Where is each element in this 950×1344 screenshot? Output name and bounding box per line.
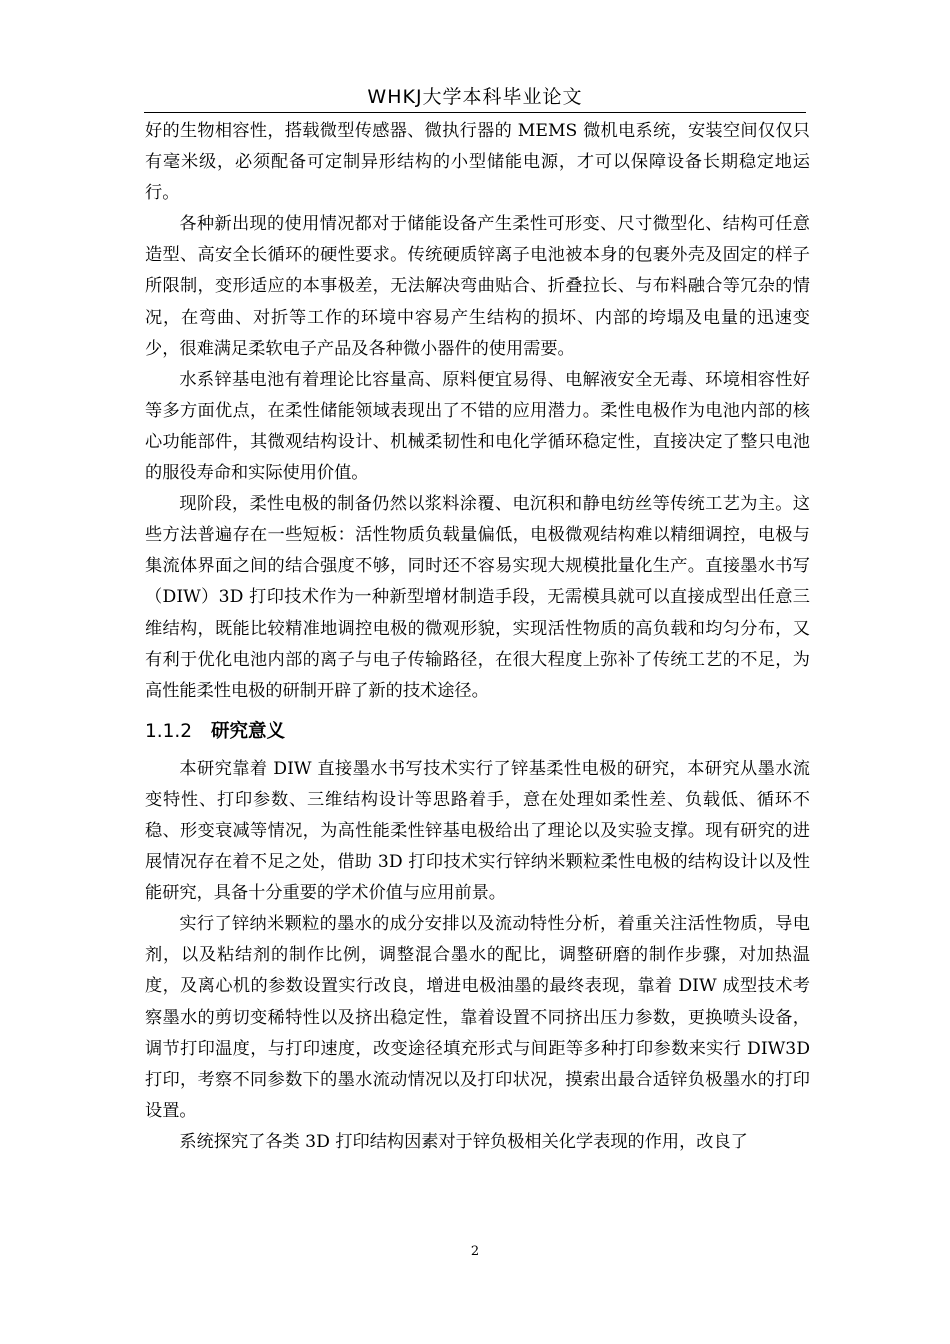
paragraph: 系统探究了各类 3D 打印结构因素对于锌负极相关化学表现的作用，改良了 <box>179 1131 748 1152</box>
paragraph: 实行了锌纳米颗粒的墨水的成分安排以及流动特性分析，着重关注活性物质，导电剂，以及粘结剂的制作比例，调整混合墨水的配比，调整研磨的制作步骤，对加热温度，及离心机的参数设置实行改良，增进电极油墨的最终表现，靠着 DIW 成型技术考察墨水的剪切变稀特性以及挤出稳定性，靠着设置不同挤出压力参数，更换喷头设备，调节打印温度，与打印速度，改变途径填充形式与间距等多种打印参数来实行 DIW3D 打印，考察不同参数下的墨水流动情况以及打印状况，摸索出最合适锌负极墨水的打印设置。 <box>145 914 810 1121</box>
section-heading <box>145 717 810 747</box>
body-text <box>145 116 810 1158</box>
paragraph: 本研究靠着 DIW 直接墨水书写技术实行了锌基柔性电极的研究，本研究从墨水流变特性、打印参数、三维结构设计等思路着手，意在处理如柔性差、负载低、循环不稳、形变衰减等情况，为高性能柔性锌基电极给出了理论以及实验支撑。现有研究的进展情况存在着不足之处，借助 3D 打印技术实行锌纳米颗粒柔性电极的结构设计以及性能研究，具备十分重要的学术价值与应用前景。 <box>145 758 810 904</box>
header-divider <box>144 112 806 113</box>
paragraph: 各种新出现的使用情况都对于储能设备产生柔性可形变、尺寸微型化、结构可任意造型、高安全长循环的硬性要求。传统硬质锌离子电池被本身的包裹外壳及固定的样子所限制，变形适应的本事极差，无法解决弯曲贴合、折叠拉长、与布料融合等冗杂的情况，在弯曲、对折等工作的环境中容易产生结构的损坏、内部的垮塌及电量的迅速变少，很难满足柔软电子产品及各种微小器件的使用需要。 <box>145 214 810 359</box>
page-number: 2 <box>470 1244 480 1259</box>
paragraph: 现阶段，柔性电极的制备仍然以浆料涂覆、电沉积和静电纺丝等传统工艺为主。这些方法普遍存在一些短板：活性物质负载量偏低，电极微观结构难以精细调控，电极与集流体界面之间的结合强度不够，同时还不容易实现大规模批量化生产。直接墨水书写（DIW）3D 打印技术作为一种新型增材制造手段，无需模具就可以直接成型出任意三维结构，既能比较精准地调控电极的微观形貌，实现活性物质的高负载和均匀分布，又有利于优化电池内部的离子与电子传输路径，在很大程度上弥补了传统工艺的不足，为高性能柔性电极的研制开辟了新的技术途径。 <box>145 494 810 701</box>
running-header: WHKJ大学本科毕业论文 <box>367 86 583 108</box>
section-number: 1.1.2 <box>145 720 193 742</box>
paragraph: 好的生物相容性，搭载微型传感器、微执行器的 MEMS 微机电系统，安装空间仅仅只有毫米级，必须配备可定制异形结构的小型储能电源，才可以保障设备长期稳定地运行。 <box>145 121 810 204</box>
paragraph: 水系锌基电池有着理论比容量高、原料便宜易得、电解液安全无毒、环境相容性好等多方面优点，在柔性储能领域表现出了不错的应用潜力。柔性电极作为电池内部的核心功能部件，其微观结构设计、机械柔韧性和电化学循环稳定性，直接决定了整只电池的服役寿命和实际使用价值。 <box>145 369 810 484</box>
section-title: 研究意义 <box>211 720 286 742</box>
